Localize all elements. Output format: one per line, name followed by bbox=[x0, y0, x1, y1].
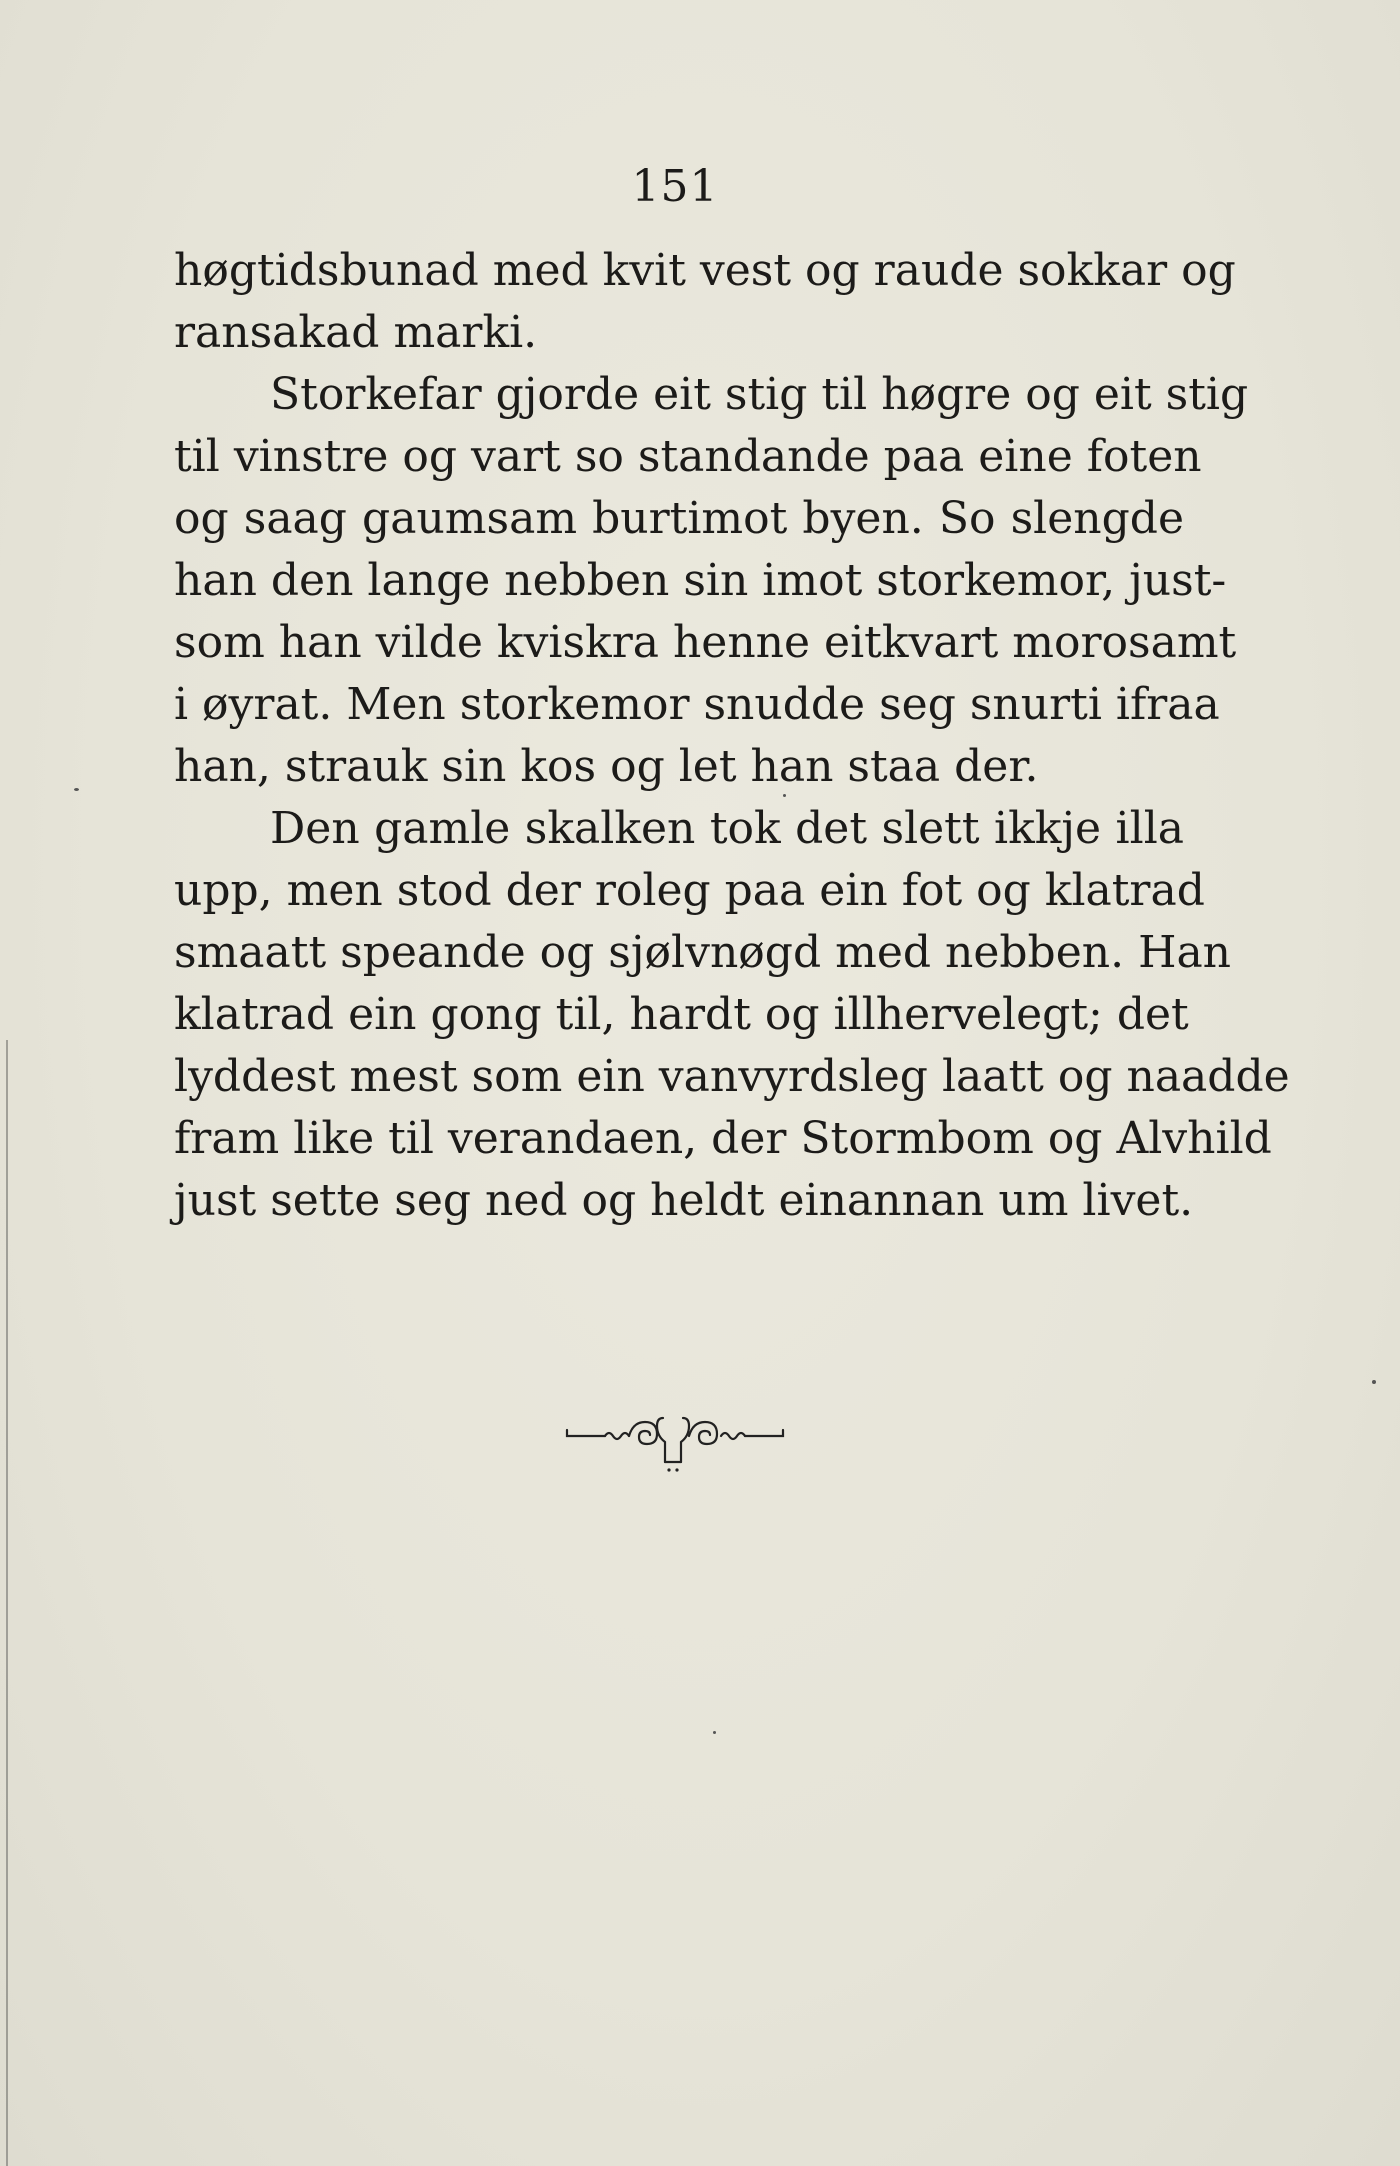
paper-speck bbox=[1372, 1380, 1376, 1384]
text-line: høgtidsbunad med kvit vest og raude sokkar og bbox=[174, 245, 1236, 296]
paper-speck bbox=[74, 788, 79, 791]
text-line: i øyrat. Men storkemor snudde seg snurti ifraa bbox=[174, 679, 1220, 730]
page-binding-edge bbox=[6, 1040, 8, 2166]
text-line: som han vilde kviskra henne eitkvart morosamt bbox=[174, 617, 1237, 668]
scroll-tailpiece-ornament-icon bbox=[565, 1408, 805, 1478]
text-line: lyddest mest som ein vanvyrdsleg laatt og naadde bbox=[174, 1051, 1290, 1102]
text-line: klatrad ein gong til, hardt og illhervelegt; det bbox=[174, 989, 1189, 1040]
page-number: 151 bbox=[631, 161, 719, 212]
paper-speck bbox=[783, 794, 786, 797]
text-line: til vinstre og vart so standande paa eine foten bbox=[174, 431, 1202, 482]
text-line: Storkefar gjorde eit stig til høgre og eit stig bbox=[270, 369, 1249, 420]
text-line: smaatt speande og sjølvnøgd med nebben. Han bbox=[174, 927, 1232, 978]
text-line: han den lange nebben sin imot storkemor, just- bbox=[174, 555, 1227, 606]
body-text bbox=[174, 240, 1290, 1232]
text-line: og saag gaumsam burtimot byen. So slengde bbox=[174, 493, 1184, 544]
text-line: Den gamle skalken tok det slett ikkje illa bbox=[270, 803, 1184, 854]
paper-speck bbox=[713, 1731, 716, 1734]
text-line: ransakad marki. bbox=[174, 307, 538, 358]
text-line: fram like til verandaen, der Stormbom og Alvhild bbox=[174, 1113, 1272, 1164]
text-line: han, strauk sin kos og let han staa der. bbox=[174, 741, 1039, 792]
text-line: upp, men stod der roleg paa ein fot og klatrad bbox=[174, 865, 1205, 916]
text-line: just sette seg ned og heldt einannan um livet. bbox=[174, 1175, 1194, 1226]
